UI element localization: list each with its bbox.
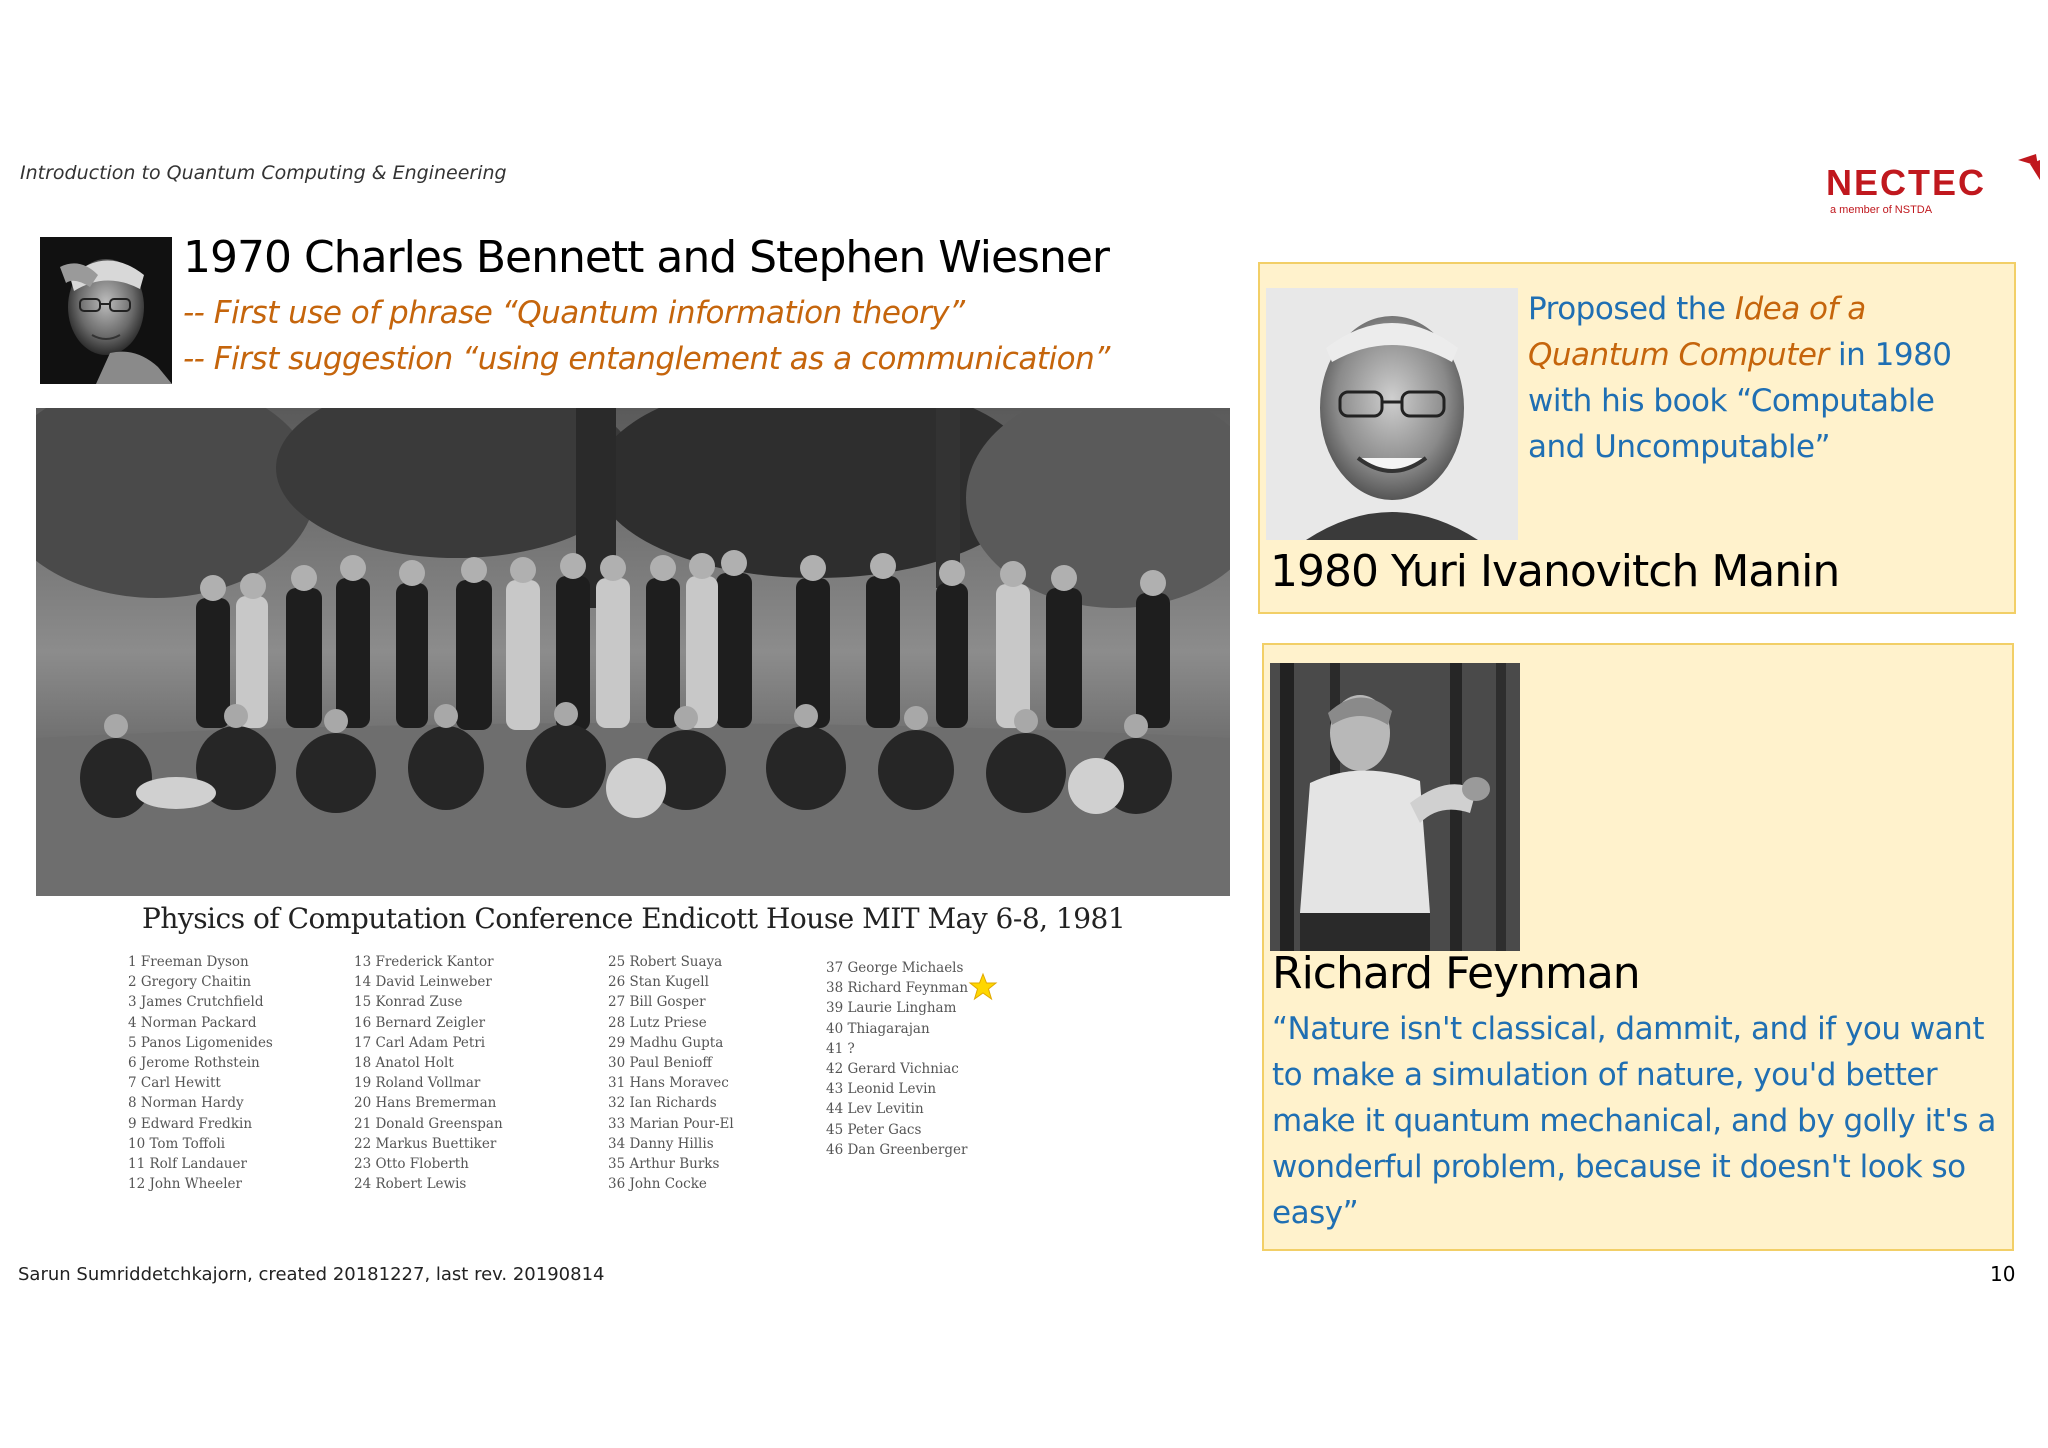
- list-item: 30 Paul Benioff: [608, 1055, 712, 1072]
- bennett-portrait: [40, 237, 172, 384]
- list-item: 35 Arthur Burks: [608, 1156, 720, 1173]
- manin-portrait: [1266, 288, 1518, 540]
- page-number: 10: [1990, 1262, 2016, 1286]
- list-item: 38 Richard Feynman: [826, 980, 969, 997]
- list-item: 46 Dan Greenberger: [826, 1141, 968, 1158]
- list-item: 9 Edward Fredkin: [128, 1115, 253, 1132]
- list-item: 45 Peter Gacs: [826, 1121, 922, 1138]
- list-item: 27 Bill Gosper: [608, 994, 706, 1011]
- list-item: 16 Bernard Zeigler: [354, 1014, 486, 1031]
- logo-text: NECTEC: [1826, 162, 1987, 203]
- list-item: 23 Otto Floberth: [354, 1156, 469, 1173]
- list-item: 6 Jerome Rothstein: [128, 1055, 260, 1072]
- list-item: 28 Lutz Priese: [608, 1014, 707, 1031]
- list-item: 15 Konrad Zuse: [354, 994, 463, 1011]
- list-item: 34 Danny Hillis: [608, 1135, 714, 1152]
- logo-swoosh-icon: [2016, 152, 2042, 182]
- list-item: 44 Lev Levitin: [826, 1101, 924, 1118]
- list-item: 33 Marian Pour-El: [608, 1115, 734, 1132]
- bullet-quantum-info-theory: -- First use of phrase “Quantum information theory”: [183, 295, 965, 331]
- list-item: 31 Hans Moravec: [608, 1075, 729, 1092]
- feynman-quote: “Nature isn't classical, dammit, and if you want to make a simulation of nature, you'd better make it quantum mechanical, and by golly it's a wonderful problem, because it doesn't look so easy”: [1272, 1011, 1996, 1231]
- logo-subtitle: a member of NSTDA: [1830, 204, 1933, 216]
- manin-description: Proposed the Idea of a Quantum Computer in 1980 with his book “Computable and Uncomputable”: [1528, 291, 1952, 465]
- list-item: 11 Rolf Landauer: [128, 1156, 247, 1173]
- conference-group-photo: [36, 408, 1230, 896]
- list-item: 39 Laurie Lingham: [826, 1000, 957, 1017]
- list-item: 21 Donald Greenspan: [354, 1115, 503, 1132]
- attendee-list-col1: [128, 952, 273, 1194]
- list-item: 14 David Leinweber: [354, 974, 492, 991]
- list-item: 22 Markus Buettiker: [354, 1135, 497, 1152]
- list-item: 5 Panos Ligomenides: [128, 1034, 273, 1051]
- list-item: 17 Carl Adam Petri: [354, 1034, 486, 1051]
- list-item: 29 Madhu Gupta: [608, 1034, 724, 1051]
- slide-title: 1970 Charles Bennett and Stephen Wiesner: [183, 232, 1110, 283]
- list-item: 20 Hans Bremerman: [354, 1095, 497, 1112]
- feynman-heading: Richard Feynman: [1272, 948, 1640, 999]
- bullet-entanglement: -- First suggestion “using entanglement as a communication”: [183, 341, 1110, 377]
- list-item: 13 Frederick Kantor: [354, 954, 494, 970]
- list-item: 43 Leonid Levin: [826, 1081, 937, 1098]
- list-item: 4 Norman Packard: [128, 1014, 257, 1031]
- list-item: 42 Gerard Vichniac: [826, 1061, 959, 1078]
- attendee-list-col2: [354, 952, 503, 1194]
- list-item: 18 Anatol Holt: [354, 1055, 454, 1072]
- presentation-title: Introduction to Quantum Computing & Engineering: [20, 162, 507, 184]
- list-item: 24 Robert Lewis: [354, 1176, 467, 1193]
- manin-heading: 1980 Yuri Ivanovitch Manin: [1270, 546, 1840, 597]
- photo-caption: Physics of Computation Conference Endicott House MIT May 6-8, 1981: [142, 902, 1126, 935]
- list-item: 1 Freeman Dyson: [128, 954, 249, 970]
- list-item: 3 James Crutchfield: [128, 994, 264, 1011]
- list-item: 25 Robert Suaya: [608, 954, 723, 970]
- list-item: 2 Gregory Chaitin: [128, 974, 252, 991]
- list-item: 19 Roland Vollmar: [354, 1075, 481, 1092]
- list-item: 41 ?: [826, 1040, 855, 1057]
- list-item: 12 John Wheeler: [128, 1176, 242, 1193]
- list-item: 8 Norman Hardy: [128, 1095, 244, 1112]
- feynman-portrait: [1270, 663, 1520, 951]
- list-item: 26 Stan Kugell: [608, 974, 709, 991]
- nectec-logo: [1826, 152, 2036, 222]
- list-item: 37 George Michaels: [826, 960, 964, 976]
- star-icon: [968, 972, 998, 1002]
- list-item: 7 Carl Hewitt: [128, 1075, 221, 1092]
- list-item: 40 Thiagarajan: [826, 1020, 930, 1037]
- list-item: 10 Tom Toffoli: [128, 1135, 226, 1152]
- footer-credit: Sarun Sumriddetchkajorn, created 20181227, last rev. 20190814: [18, 1264, 605, 1285]
- attendee-list-col3: [608, 952, 734, 1194]
- list-item: 36 John Cocke: [608, 1176, 707, 1193]
- attendee-list-col4: [826, 958, 968, 1160]
- list-item: 32 Ian Richards: [608, 1095, 717, 1112]
